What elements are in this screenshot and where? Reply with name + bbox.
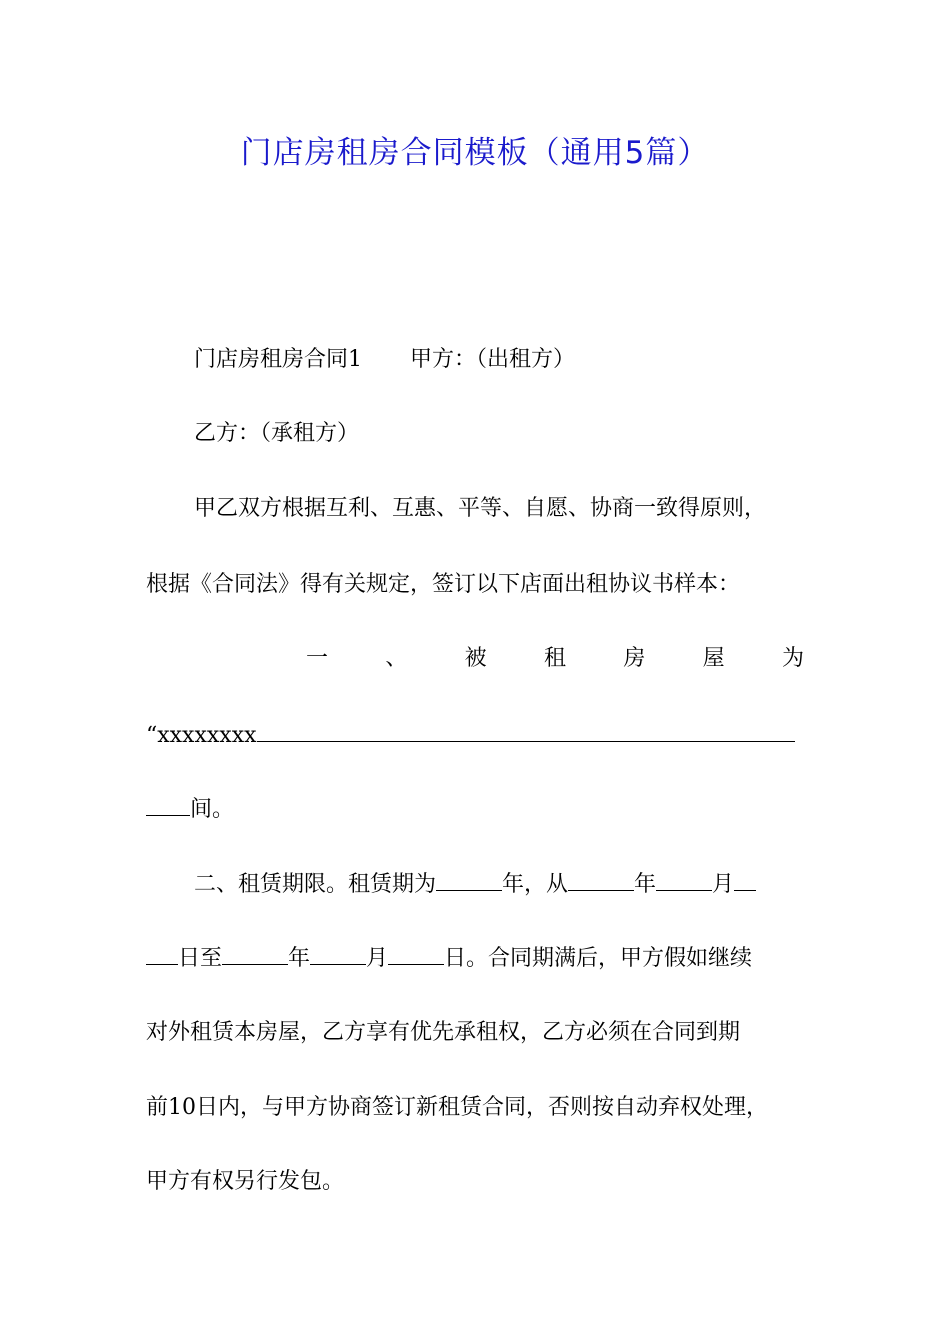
section-1-end-line xyxy=(146,789,810,830)
section-2-text: 月 xyxy=(712,872,735,897)
section-1-heading xyxy=(306,639,804,679)
section-2-line-1 xyxy=(194,864,810,905)
contract-header-line xyxy=(194,340,810,380)
section-1-house-line xyxy=(146,715,810,756)
section-2-text: 年 xyxy=(634,872,657,897)
section-2-text: 二、租赁期限。租赁期为 xyxy=(194,872,437,897)
section-1-char: 房 xyxy=(623,646,646,671)
party-b-label: 乙方：（承租方） xyxy=(194,421,360,446)
section-2-text: 年 xyxy=(288,946,311,971)
section-1-end-text: 间。 xyxy=(190,797,235,822)
blank-end-year xyxy=(222,938,288,965)
section-2-text: 日。合同期满后，甲方假如继续 xyxy=(444,946,753,971)
blank-end-day xyxy=(388,938,444,965)
party-a-label: 甲方：（出租方） xyxy=(410,347,576,372)
section-2-line-2 xyxy=(146,938,810,979)
blank-start-day xyxy=(146,938,178,965)
intro-paragraph-line-1: 甲乙双方根据互利、互惠、平等、自愿、协商一致得原则， xyxy=(194,496,767,521)
section-2-text: 月 xyxy=(366,946,389,971)
section-2-text: 日至 xyxy=(178,946,223,971)
section-2-line-4: 前10日内，与甲方协商签订新租赁合同，否则按自动弃权处理， xyxy=(146,1095,768,1120)
contract-label: 门店房租房合同1 xyxy=(194,347,362,372)
blank-start-month xyxy=(656,864,712,891)
section-2-line-3: 对外租赁本房屋，乙方享有优先承租权，乙方必须在合同到期 xyxy=(146,1020,741,1045)
blank-start-year xyxy=(568,864,634,891)
document-title: 门店房租房合同模板（通用5篇） xyxy=(240,135,710,171)
blank-start-day xyxy=(734,864,756,891)
section-1-char: 为 xyxy=(781,646,804,671)
section-1-char: 屋 xyxy=(702,646,725,671)
section-1-quote-text: “xxxxxxxx xyxy=(146,723,257,748)
intro-paragraph-line-2: 根据《合同法》得有关规定，签订以下店面出租协议书样本： xyxy=(146,572,741,597)
section-1-char: 一 xyxy=(306,646,329,671)
section-1-char: 租 xyxy=(543,646,566,671)
section-1-char: 被 xyxy=(464,646,487,671)
section-2-text: 年，从 xyxy=(502,872,569,897)
blank-years xyxy=(436,864,502,891)
section-2-line-5: 甲方有权另行发包。 xyxy=(146,1169,345,1194)
blank-line xyxy=(257,715,795,742)
blank-line xyxy=(146,789,190,816)
section-1-char: 、 xyxy=(385,646,408,671)
blank-end-month xyxy=(310,938,366,965)
